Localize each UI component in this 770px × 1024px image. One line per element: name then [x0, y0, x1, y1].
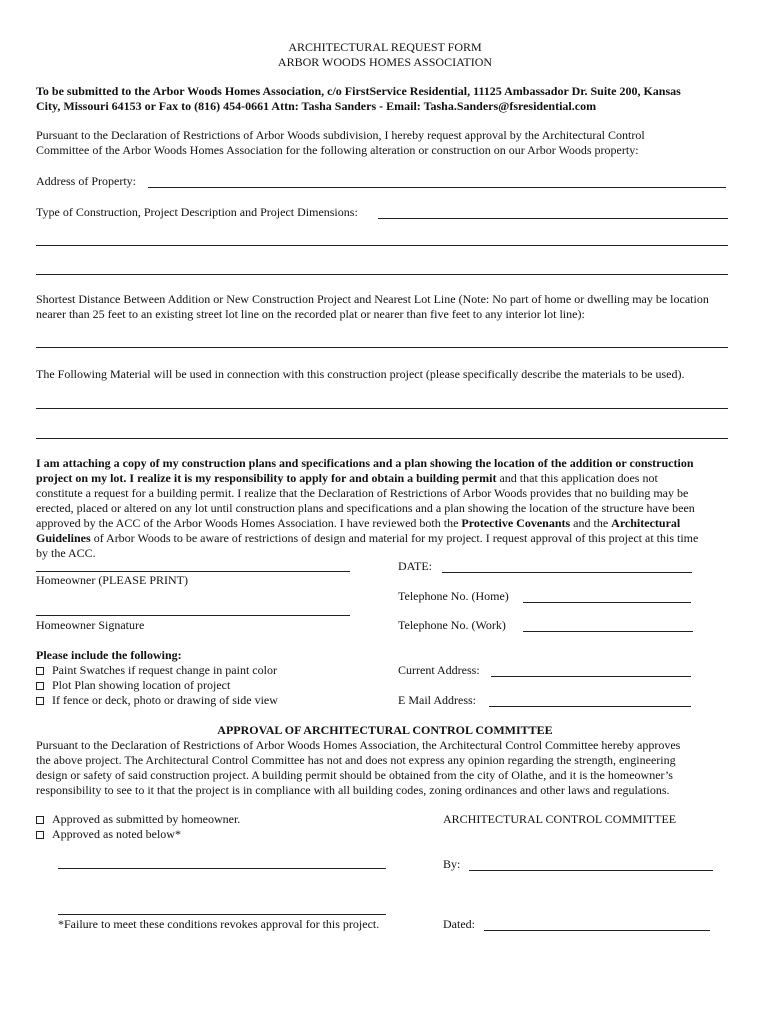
failure-footnote: *Failure to meet these conditions revokes approval for this project. [58, 917, 380, 931]
address-label: Address of Property: [36, 174, 136, 188]
intro-line-2: Committee of the Arbor Woods Homes Association for the following alteration or construction on our Arbor Woods property: [36, 143, 639, 157]
attestation-paragraph [36, 456, 734, 561]
attestation-line-7: by the ACC. [36, 546, 96, 560]
date-field[interactable] [442, 571, 692, 573]
checkbox-icon[interactable] [36, 667, 44, 675]
include-heading: Please include the following: [36, 648, 182, 662]
include-item-fence: If fence or deck, photo or drawing of side view [36, 693, 278, 708]
include-item-paint: Paint Swatches if request change in paint color [36, 663, 277, 678]
phone-home-field[interactable] [523, 601, 691, 603]
attestation-line-5: approved by the ACC of the Arbor Woods Homes Association. I have reviewed both the Protective Covenants and the Architectural [36, 516, 681, 530]
attestation-line-4: erected, placed or altered on any lot until construction plans and specifications and a plan showing the location of the structure have been [36, 501, 695, 515]
by-field[interactable] [469, 869, 713, 871]
phone-home-label: Telephone No. (Home) [398, 589, 509, 603]
checkbox-icon[interactable] [36, 682, 44, 690]
distance-label-line-2: nearer than 25 feet to an existing street lot line on the recorded plat or nearer than five feet to any interior lot line): [36, 307, 585, 321]
approved-as-noted-option: Approved as noted below* [36, 827, 181, 842]
current-address-field[interactable] [491, 675, 691, 677]
distance-label-line-1: Shortest Distance Between Addition or New Construction Project and Nearest Lot Line (Note: No part of home or dwelling may be location [36, 292, 709, 306]
include-item-plot-plan: Plot Plan showing location of project [36, 678, 230, 693]
submission-line-1: To be submitted to the Arbor Woods Homes Association, c/o FirstService Residential, 11125 Ambassador Dr. Suite 200, Kansas [36, 84, 681, 98]
material-field-line-1[interactable] [36, 407, 728, 409]
by-label: By: [443, 857, 461, 871]
checkbox-icon[interactable] [36, 816, 44, 824]
architectural-guidelines-ref: Guidelines [36, 531, 91, 545]
attestation-line-2: project on my lot. I realize it is my responsibility to apply for and obtain a building permit and that this application does not [36, 471, 658, 485]
approval-paragraph: Pursuant to the Declaration of Restrictions of Arbor Woods Homes Association, the Architectural Control Committee hereby approves the above project. The Architectural Control Committee has not and does not express any opinion regarding the strength, engineering design or safety of said construction project. A building permit should be obtained from the city of Olathe, and it is the homeowner’s responsibility to see to it that the project is in compliance with all building codes, zoning ordinances and other laws and regulations. [36, 738, 681, 797]
homeowner-signature-field[interactable] [36, 614, 350, 616]
description-field-line-2[interactable] [36, 273, 728, 275]
homeowner-signature-label: Homeowner Signature [36, 618, 145, 632]
approval-notes-field-2[interactable] [58, 913, 386, 915]
association-name: ARBOR WOODS HOMES ASSOCIATION [277, 55, 493, 69]
checkbox-icon[interactable] [36, 831, 44, 839]
approval-heading: APPROVAL OF ARCHITECTURAL CONTROL COMMITTEE [217, 723, 553, 737]
current-address-label: Current Address: [398, 663, 480, 677]
date-label: DATE: [398, 559, 432, 573]
attestation-line-3: constitute a request for a building permit. I realize that the Declaration of Restrictions of Arbor Woods provides that no building may be [36, 486, 689, 500]
material-field-line-2[interactable] [36, 437, 728, 439]
approval-notes-field-1[interactable] [58, 867, 386, 869]
email-label: E Mail Address: [398, 693, 476, 707]
protective-covenants-ref: Protective Covenants [461, 516, 571, 530]
homeowner-print-label: Homeowner (PLEASE PRINT) [36, 573, 188, 587]
dated-field[interactable] [484, 929, 710, 931]
committee-label: ARCHITECTURAL CONTROL COMMITTEE [443, 812, 677, 826]
intro-line-1: Pursuant to the Declaration of Restrictions of Arbor Woods subdivision, I hereby request approval by the Architectural Control [36, 128, 645, 142]
form-title: ARCHITECTURAL REQUEST FORM [288, 40, 482, 54]
material-label: The Following Material will be used in connection with this construction project (please specifically describe the materials to be used). [36, 367, 685, 381]
construction-type-label: Type of Construction, Project Description and Project Dimensions: [36, 205, 358, 219]
email-field[interactable] [489, 705, 691, 707]
attestation-bold-line-1: I am attaching a copy of my construction plans and specifications and a plan showing the location of the addition or construction [36, 456, 694, 470]
address-field[interactable] [148, 186, 726, 188]
attestation-line-6: Guidelines of Arbor Woods to be aware of restrictions of design and material for my project. I request approval of this project at this time [36, 531, 699, 545]
dated-label: Dated: [443, 917, 475, 931]
phone-work-label: Telephone No. (Work) [398, 618, 506, 632]
approved-as-submitted-option: Approved as submitted by homeowner. [36, 812, 240, 827]
phone-work-field[interactable] [523, 630, 693, 632]
submission-line-2: City, Missouri 64153 or Fax to (816) 454-0661 Attn: Tasha Sanders - Email: Tasha.Sanders@fsresidential.com [36, 99, 597, 113]
checkbox-icon[interactable] [36, 697, 44, 705]
homeowner-print-field[interactable] [36, 570, 350, 572]
distance-field[interactable] [36, 346, 728, 348]
construction-type-field[interactable] [378, 217, 728, 219]
description-field-line-1[interactable] [36, 244, 728, 246]
